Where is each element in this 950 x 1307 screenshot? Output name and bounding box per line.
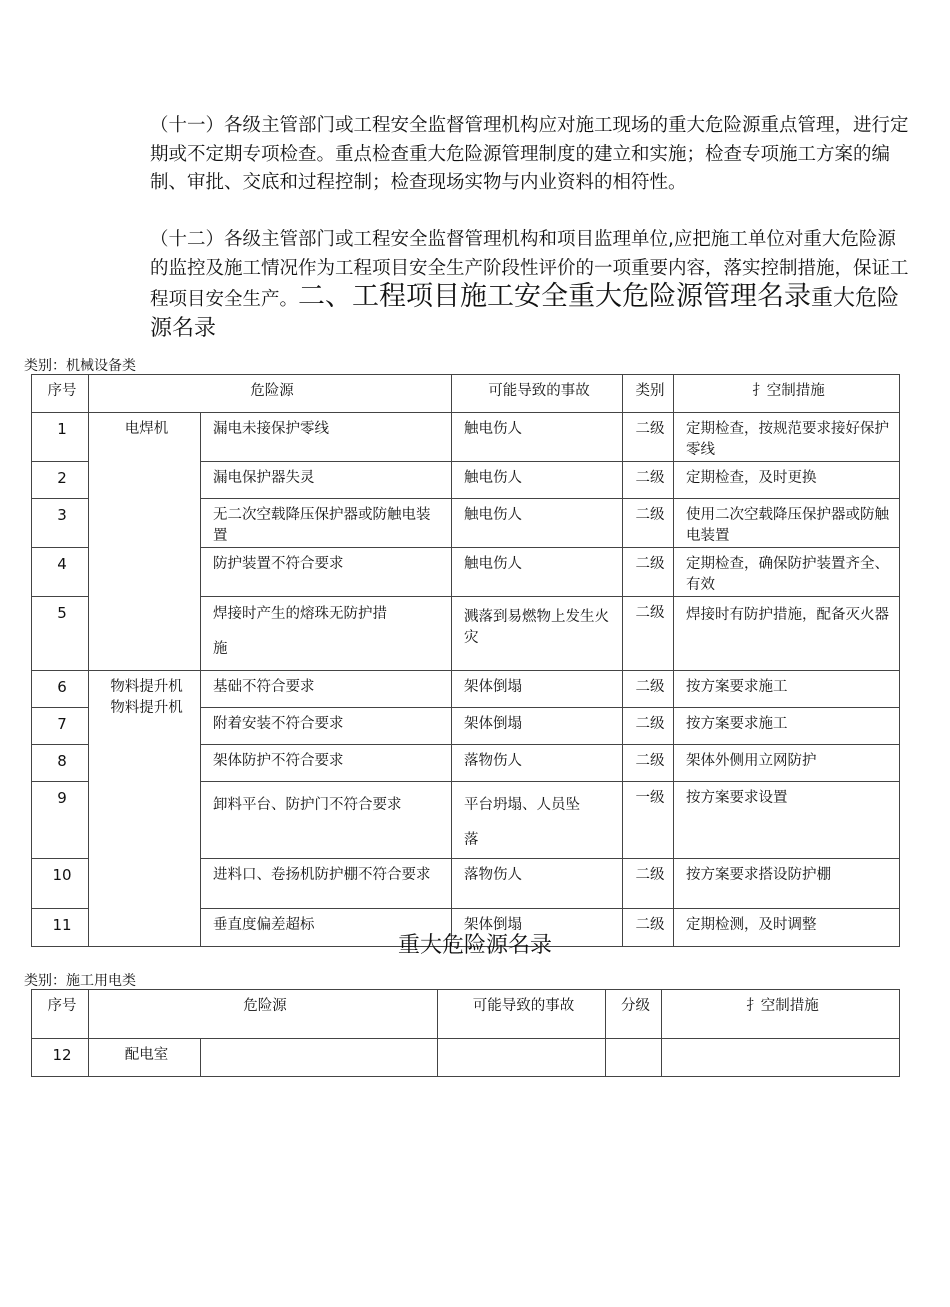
row-level bbox=[606, 1039, 662, 1077]
table-row bbox=[32, 1039, 900, 1077]
header-control: 扌空制措施 bbox=[674, 375, 900, 413]
row-hazard: 进料口、卷扬机防护棚不符合要求 bbox=[201, 859, 452, 909]
row-accident: 触电伤人 bbox=[452, 499, 623, 548]
row-control: 定期检查，按规范要求接好保护零线 bbox=[674, 413, 900, 462]
header-level: 分级 bbox=[606, 990, 662, 1039]
table-row bbox=[32, 671, 900, 708]
group-material-hoist bbox=[89, 671, 201, 947]
row-hazard bbox=[201, 1039, 438, 1077]
row-accident: 触电伤人 bbox=[452, 413, 623, 462]
row-level: 二级 bbox=[623, 671, 674, 708]
row-control: 按方案要求施工 bbox=[674, 708, 900, 745]
row-no: 1 bbox=[32, 413, 89, 462]
row-hazard: 漏电保护器失灵 bbox=[201, 462, 452, 499]
group-material-hoist-line1: 物料提升机 bbox=[110, 679, 183, 695]
row-level: 二级 bbox=[623, 597, 674, 671]
row-no: 12 bbox=[32, 1039, 89, 1077]
row-control: 按方案要求搭设防护棚 bbox=[674, 859, 900, 909]
row-hazard-group: 配电室 bbox=[89, 1039, 201, 1077]
row-control: 定期检查，及时更换 bbox=[674, 462, 900, 499]
table-row bbox=[32, 413, 900, 462]
row-hazard: 防护装置不符合要求 bbox=[201, 548, 452, 597]
group-material-hoist-line2: 物料提升机 bbox=[110, 700, 183, 716]
section-title-hazard-list: 重大危险源名录 bbox=[397, 933, 552, 958]
table-header-row bbox=[32, 990, 900, 1039]
group-welder: 电焊机 bbox=[89, 413, 201, 671]
row-control: 定期检测，及时调整 bbox=[674, 909, 900, 947]
row-accident-line1: 平台坍塌、人员坠 bbox=[464, 797, 580, 813]
heading-sub: 重大危险源名录 bbox=[150, 286, 900, 341]
category-label-electrical: 类别：施工用电类 bbox=[24, 973, 136, 989]
row-accident bbox=[438, 1039, 606, 1077]
paragraph-12 bbox=[150, 226, 910, 344]
row-accident: 溅落到易燃物上发生火灾 bbox=[452, 597, 623, 671]
row-control: 按方案要求设置 bbox=[674, 782, 900, 859]
row-level: 二级 bbox=[623, 413, 674, 462]
row-level: 一级 bbox=[623, 782, 674, 859]
row-level: 二级 bbox=[623, 708, 674, 745]
row-control: 按方案要求施工 bbox=[674, 671, 900, 708]
row-no: 2 bbox=[32, 462, 89, 499]
header-hazard: 危险源 bbox=[89, 990, 438, 1039]
hazard-table-mechanical bbox=[31, 374, 900, 947]
row-control: 焊接时有防护措施，配备灭火器 bbox=[674, 597, 900, 671]
row-accident: 架体倒塌 bbox=[452, 708, 623, 745]
row-no: 7 bbox=[32, 708, 89, 745]
row-hazard bbox=[201, 597, 452, 671]
row-accident: 触电伤人 bbox=[452, 462, 623, 499]
row-level: 二级 bbox=[623, 548, 674, 597]
row-hazard: 架体防护不符合要求 bbox=[201, 745, 452, 782]
row-level: 二级 bbox=[623, 462, 674, 499]
row-level: 二级 bbox=[623, 859, 674, 909]
row-hazard-line1: 焊接时产生的熔珠无防护措 bbox=[213, 606, 387, 622]
heading-main: 二、工程项目施工安全重大危险源管理名录 bbox=[298, 281, 812, 312]
paragraph-12-text: （十二）各级主管部门或工程安全监督管理机构和项目监理单位,应把施工单位对重大危险源的监控及施工情况作为工程项目安全生产阶段性评价的一项重要内容，落实控制措施，保证工程项目安全生产。 bbox=[150, 229, 909, 310]
row-no: 9 bbox=[32, 782, 89, 859]
row-hazard: 基础不符合要求 bbox=[201, 671, 452, 708]
row-no: 10 bbox=[32, 859, 89, 909]
row-control: 使用二次空载降压保护器或防触电装置 bbox=[674, 499, 900, 548]
row-accident: 落物伤人 bbox=[452, 859, 623, 909]
row-level: 二级 bbox=[623, 909, 674, 947]
row-accident: 架体倒塌 bbox=[452, 671, 623, 708]
row-control bbox=[662, 1039, 900, 1077]
row-hazard-line2: 施 bbox=[213, 641, 228, 657]
row-no: 5 bbox=[32, 597, 89, 671]
row-level: 二级 bbox=[623, 745, 674, 782]
header-accident: 可能导致的事故 bbox=[452, 375, 623, 413]
row-hazard: 漏电未接保护零线 bbox=[201, 413, 452, 462]
row-control: 定期检查，确保防护装置齐全、有效 bbox=[674, 548, 900, 597]
row-accident: 落物伤人 bbox=[452, 745, 623, 782]
header-seq: 序号 bbox=[32, 990, 89, 1039]
row-no: 6 bbox=[32, 671, 89, 708]
paragraph-11: （十一）各级主管部门或工程安全监督管理机构应对施工现场的重大危险源重点管理，进行定期或不定期专项检查。重点检查重大危险源管理制度的建立和实施；检查专项施工方案的编制、审批、交底和过程控制；检查现场实物与内业资料的相符性。 bbox=[150, 115, 909, 193]
row-no: 3 bbox=[32, 499, 89, 548]
row-hazard: 无二次空载降压保护器或防触电装置 bbox=[201, 499, 452, 548]
row-hazard: 卸料平台、防护门不符合要求 bbox=[201, 782, 452, 859]
row-no: 11 bbox=[32, 909, 89, 947]
table-header-row bbox=[32, 375, 900, 413]
header-control: 扌空制措施 bbox=[662, 990, 900, 1039]
header-accident: 可能导致的事故 bbox=[438, 990, 606, 1039]
category-label-mechanical: 类别：机械设备类 bbox=[24, 358, 136, 374]
header-hazard: 危险源 bbox=[89, 375, 452, 413]
row-no: 8 bbox=[32, 745, 89, 782]
header-level: 类别 bbox=[623, 375, 674, 413]
row-hazard: 附着安装不符合要求 bbox=[201, 708, 452, 745]
header-seq: 序号 bbox=[32, 375, 89, 413]
row-hazard: 垂直度偏差超标 bbox=[201, 909, 452, 947]
row-accident: 架体倒塌 bbox=[452, 909, 623, 947]
hazard-table-electrical bbox=[31, 989, 900, 1077]
row-accident bbox=[452, 782, 623, 859]
row-no: 4 bbox=[32, 548, 89, 597]
row-accident-line2: 落 bbox=[464, 832, 479, 848]
row-level: 二级 bbox=[623, 499, 674, 548]
row-accident: 触电伤人 bbox=[452, 548, 623, 597]
row-control: 架体外侧用立网防护 bbox=[674, 745, 900, 782]
